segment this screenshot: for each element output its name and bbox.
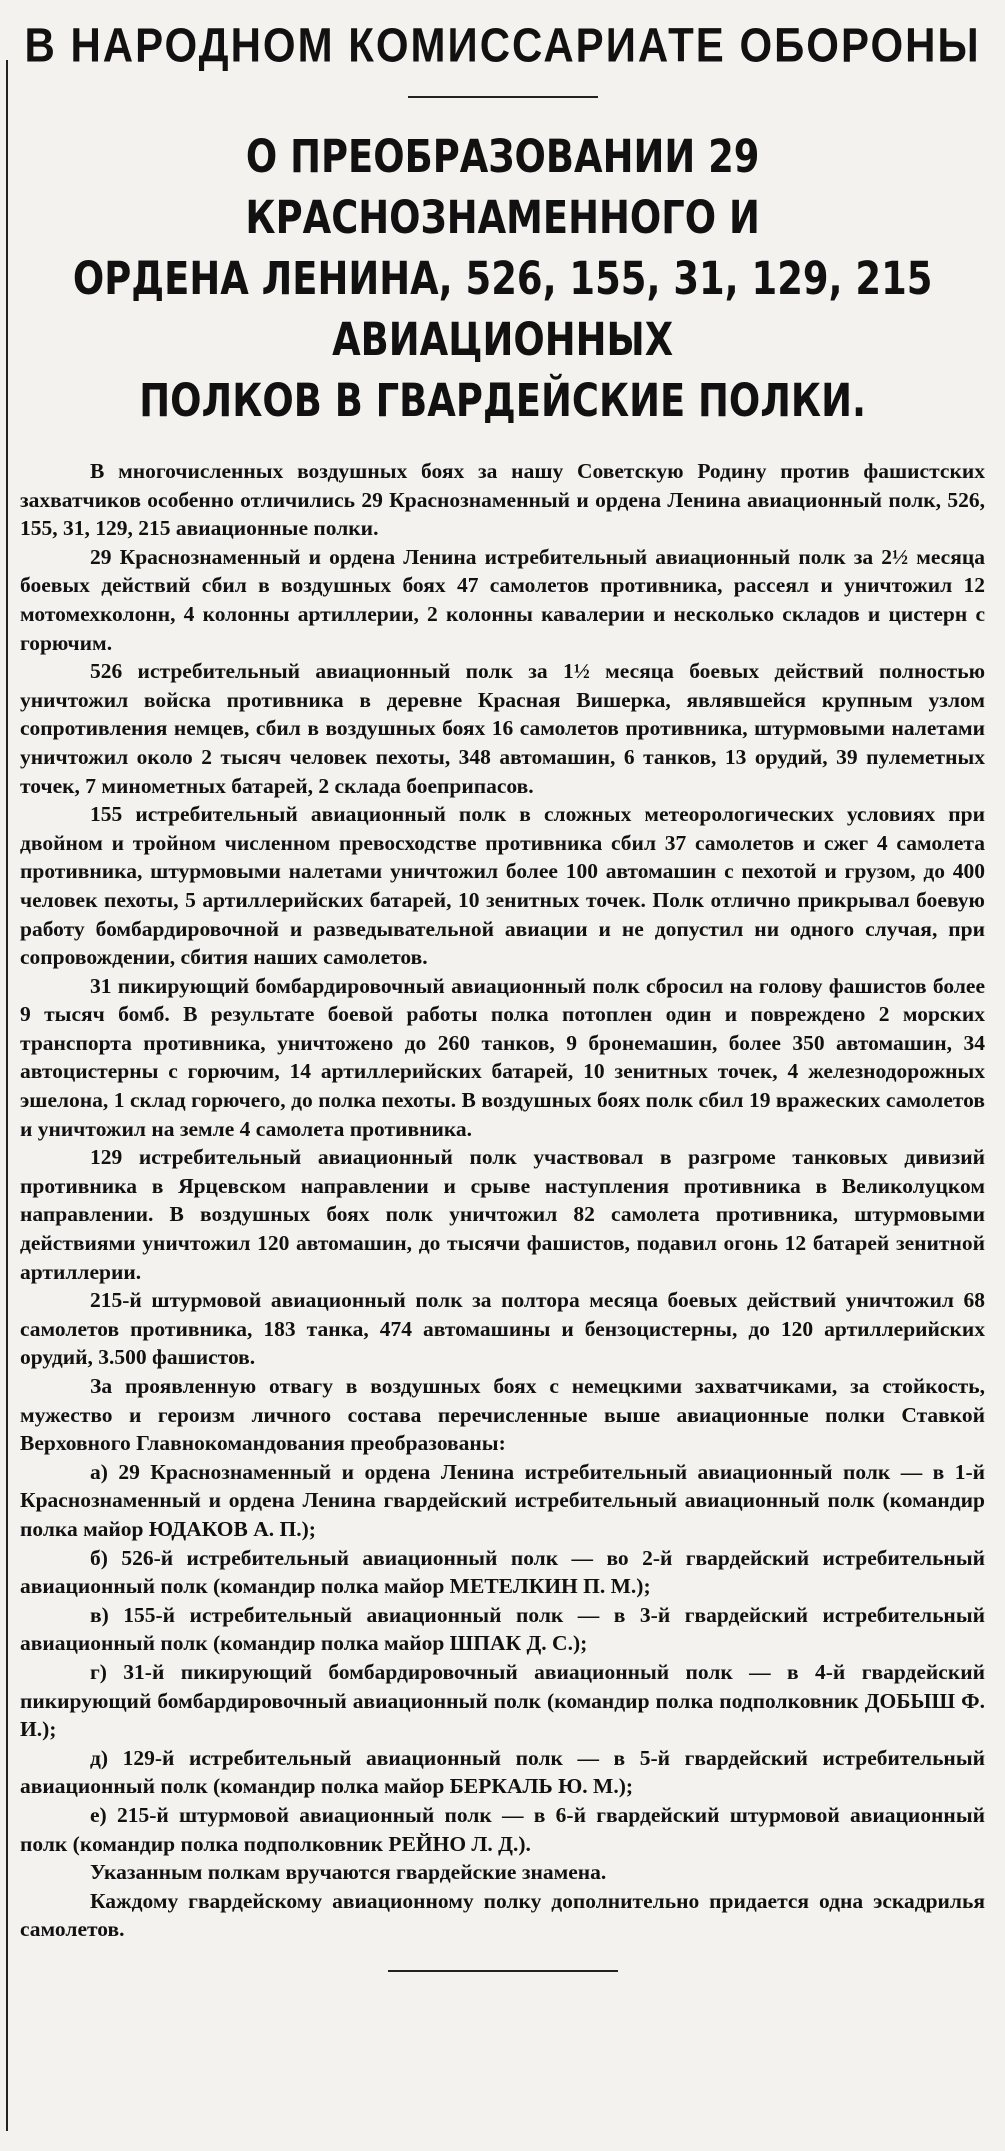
list-item: б) 526-й истребительный авиационный полк — во 2-й гвардейский истребительный авиационный полк (командир полка майор МЕТЕЛКИН П. М.); [20, 1545, 985, 1599]
headline-line: ПОЛКОВ В ГВАРДЕЙСКИЕ ПОЛКИ. [139, 374, 866, 427]
newspaper-column [20, 0, 985, 2151]
list-item: д) 129-й истребительный авиационный полк — в 5-й гвардейский истребительный авиационный полк (командир полка майор БЕРКАЛЬ Ю. М.); [20, 1745, 985, 1799]
list-item: а) 29 Краснознаменный и ордена Ленина истребительный авиационный полк — в 1-й Краснознаменный и ордена Ленина гвардейский истребительный авиационный полк (командир полка майор ЮДАКОВ А. П.); [20, 1459, 985, 1541]
paragraph: 155 истребительный авиационный полк в сложных метеорологических условиях при двойном и тройном численном превосходстве противника сбил 37 самолетов и сжег 4 самолета противника, штурмовыми налетами уничтожил более 100 автомашин с пехотой и грузом, до 400 человек пехоты, 5 артиллерийских батарей, 10 зенитных точек. Полк отлично прикрывал боевую работу бомбардировочной и разведывательной авиации и не допустил ни одного случая, при сопровождении, сбития наших самолетов. [20, 802, 985, 970]
headline-line: ОРДЕНА ЛЕНИНА, 526, 155, 31, 129, 215 АВИАЦИОННЫХ [72, 252, 933, 366]
article-body [20, 457, 985, 1944]
paragraph: 215-й штурмовой авиационный полк за полтора месяца боевых действий уничтожил 68 самолетов противника, 183 танка, 474 автомашины и бензоцистерны, до 120 артиллерийских орудий, 3.500 фашистов. [20, 1288, 985, 1370]
closing-paragraph: Указанным полкам вручаются гвардейские знамена. [90, 1860, 607, 1885]
paragraph: 31 пикирующий бомбардировочный авиационный полк сбросил на голову фашистов более 9 тысяч бомб. В результате боевой работы полка потоплен один и повреждено 2 морских транспорта противника, уничтожено до 260 танков, 9 бронемашин, более 350 автомашин, 34 автоцистерны с горючим, 14 артиллерийских батарей, 10 зенитных точек, 4 железнодорожных эшелона, 1 склад горючего, до полка пехоты. В воздушных боях полк сбил 19 вражеских самолетов и уничтожил на земле 4 самолета противника. [20, 973, 985, 1141]
closing-paragraph: Каждому гвардейскому авиационному полку дополнительно придается одна эскадрилья самолетов. [20, 1888, 985, 1942]
paragraph: В многочисленных воздушных боях за нашу Советскую Родину против фашистских захватчиков особенно отличились 29 Краснознаменный и ордена Ленина авиационный полк, 526, 155, 31, 129, 215 авиационные полки. [20, 459, 985, 541]
headline-line: О ПРЕОБРАЗОВАНИИ 29 КРАСНОЗНАМЕННОГО И [245, 130, 760, 244]
paragraph: 129 истребительный авиационный полк участвовал в разгроме танковых дивизий противника в Ярцевском направлении и срыве наступления противника в Великолуцком направлении. В воздушных боях полк уничтожил 82 самолета противника, штурмовыми действиями уничтожил 120 автомашин, до тысячи фашистов, подавил огонь 12 батарей зенитной артиллерии. [20, 1145, 985, 1284]
paragraph: 29 Краснознаменный и ордена Ленина истребительный авиационный полк за 2½ месяца боевых действий сбил в воздушных боях 47 самолетов противника, рассеял и уничтожил 12 мотомехколонн, 4 колонны артиллерии, 2 колонны кавалерии и несколько складов и цистерн с горючим. [20, 544, 985, 655]
divider-top [408, 96, 598, 98]
paragraph: 526 истребительный авиационный полк за 1½ месяца боевых действий полностью уничтожил войска противника в деревне Красная Вишерка, являвшейся крупным узлом сопротивления немцев, сбил в воздушных боях 16 самолетов противника, штурмовыми налетами уничтожил около 2 тысяч человек пехоты, 348 автомашин, 6 танков, 13 орудий, 39 пулеметных точек, 7 минометных батарей, 2 склада боеприпасов. [20, 659, 985, 798]
article-headline [20, 126, 985, 431]
paragraph: За проявленную отвагу в воздушных боях с немецкими захватчиками, за стойкость, мужество и героизм личного состава перечисленные выше авиационные полки Ставкой Верховного Главнокомандования преобразованы: [20, 1374, 985, 1456]
list-item: е) 215-й штурмовой авиационный полк — в 6-й гвардейский штурмовой авиационный полк (командир полка подполковник РЕЙНО Л. Д.). [20, 1802, 985, 1856]
divider-bottom [388, 1970, 618, 1972]
column-rule [6, 60, 8, 2131]
list-item: в) 155-й истребительный авиационный полк — в 3-й гвардейский истребительный авиационный полк (командир полка майор ШПАК Д. С.); [20, 1602, 985, 1656]
section-kicker: В НАРОДНОМ КОМИССАРИАТЕ ОБОРОНЫ [24, 18, 981, 73]
list-item: г) 31-й пикирующий бомбардировочный авиационный полк — в 4-й гвардейский пикирующий бомбардировочный авиационный полк (командир полка подполковник ДОБЫШ Ф. И.); [20, 1659, 985, 1742]
